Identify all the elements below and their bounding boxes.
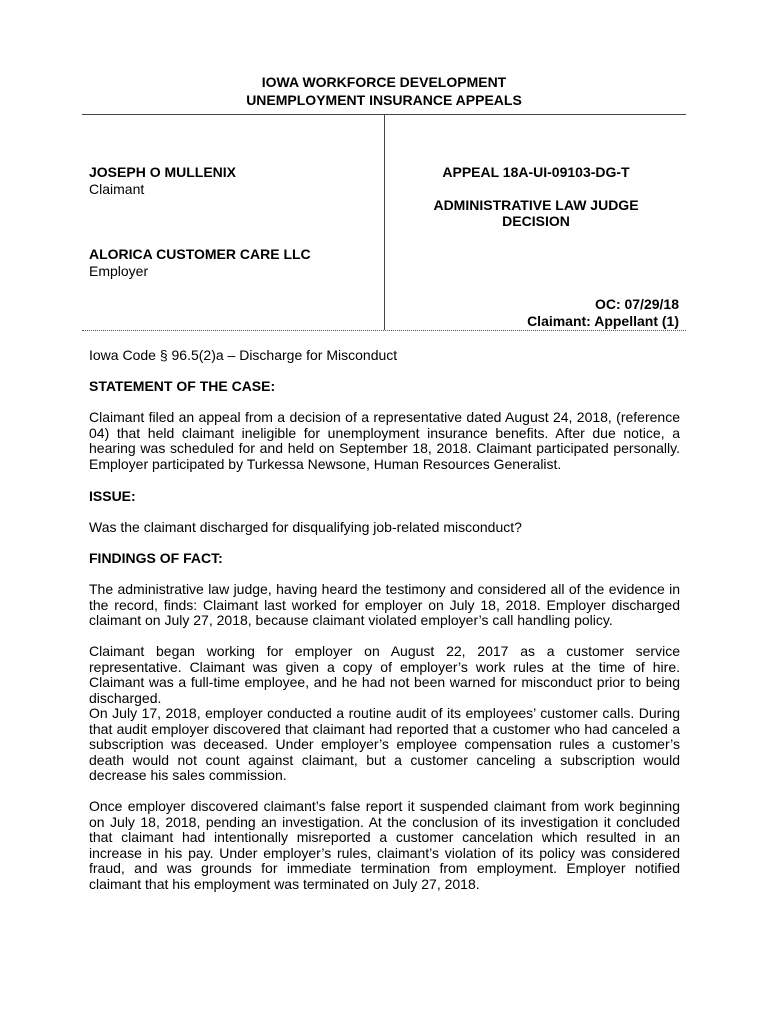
findings-paragraph-3: On July 17, 2018, employer conducted a routine audit of its employees’ customer calls. During that audit employer discovered that claimant had reported that a customer who had canceled a subscription was deceased. Under employer’s employee compensation rules a customer’s death would not count against claimant, but a customer canceling a subscription would decrease his sales commission. [89, 705, 680, 784]
findings-heading: FINDINGS OF FACT: [89, 550, 223, 566]
statement-heading: STATEMENT OF THE CASE: [89, 378, 276, 394]
findings-paragraph-1: The administrative law judge, having heard the testimony and considered all of the evidence in the record, finds: Claimant last worked for employer on July 18, 2018. Employer discharged claimant on July 27, 2018, because claimant violated employer’s call handling policy. [89, 581, 680, 629]
agency-title: IOWA WORKFORCE DEVELOPMENT [261, 74, 507, 90]
code-citation: Iowa Code § 96.5(2)a – Discharge for Misconduct [89, 347, 398, 363]
agency-subtitle: UNEMPLOYMENT INSURANCE APPEALS [246, 92, 522, 108]
caption-divider [384, 114, 385, 330]
statement-paragraph: Claimant filed an appeal from a decision of a representative dated August 24, 2018, (reference 04) that held claimant ineligible for unemployment insurance benefits. After due notice, a hearing was scheduled for and held on September 18, 2018. Claimant participated personally. Employer participated by Turkessa Newsone, Human Resources Generalist. [89, 409, 680, 472]
appeal-number: APPEAL 18A-UI-09103-DG-T [442, 164, 630, 180]
claimant-name: JOSEPH O MULLENIX [89, 164, 237, 180]
employer-name: ALORICA CUSTOMER CARE LLC [89, 246, 311, 262]
claimant-role: Claimant [89, 181, 145, 197]
caption-bottom-rule [82, 330, 686, 331]
employer-role: Employer [89, 263, 149, 279]
claimant-status: Claimant: Appellant (1) [527, 313, 679, 329]
issue-paragraph: Was the claimant discharged for disqualifying job-related misconduct? [89, 519, 522, 535]
decision-title-line1: ADMINISTRATIVE LAW JUDGE [433, 197, 639, 213]
oc-date: OC: 07/29/18 [594, 296, 679, 312]
findings-paragraph-4: Once employer discovered claimant’s false report it suspended claimant from work beginning on July 18, 2018, pending an investigation. At the conclusion of its investigation it concluded that claimant had intentionally misreported a customer cancelation which resulted in an increase in his pay. Under employer’s rules, claimant’s violation of its policy was considered fraud, and was grounds for immediate termination from employment. Employer notified claimant that his employment was terminated on July 27, 2018. [89, 798, 680, 892]
findings-paragraph-2: Claimant began working for employer on August 22, 2017 as a customer service representative. Claimant was given a copy of employer’s work rules at the time of hire. Claimant was a full-time employee, and he had not been warned for misconduct prior to being discharged. [89, 643, 680, 706]
issue-heading: ISSUE: [89, 488, 136, 504]
decision-title-line2: DECISION [502, 213, 570, 229]
